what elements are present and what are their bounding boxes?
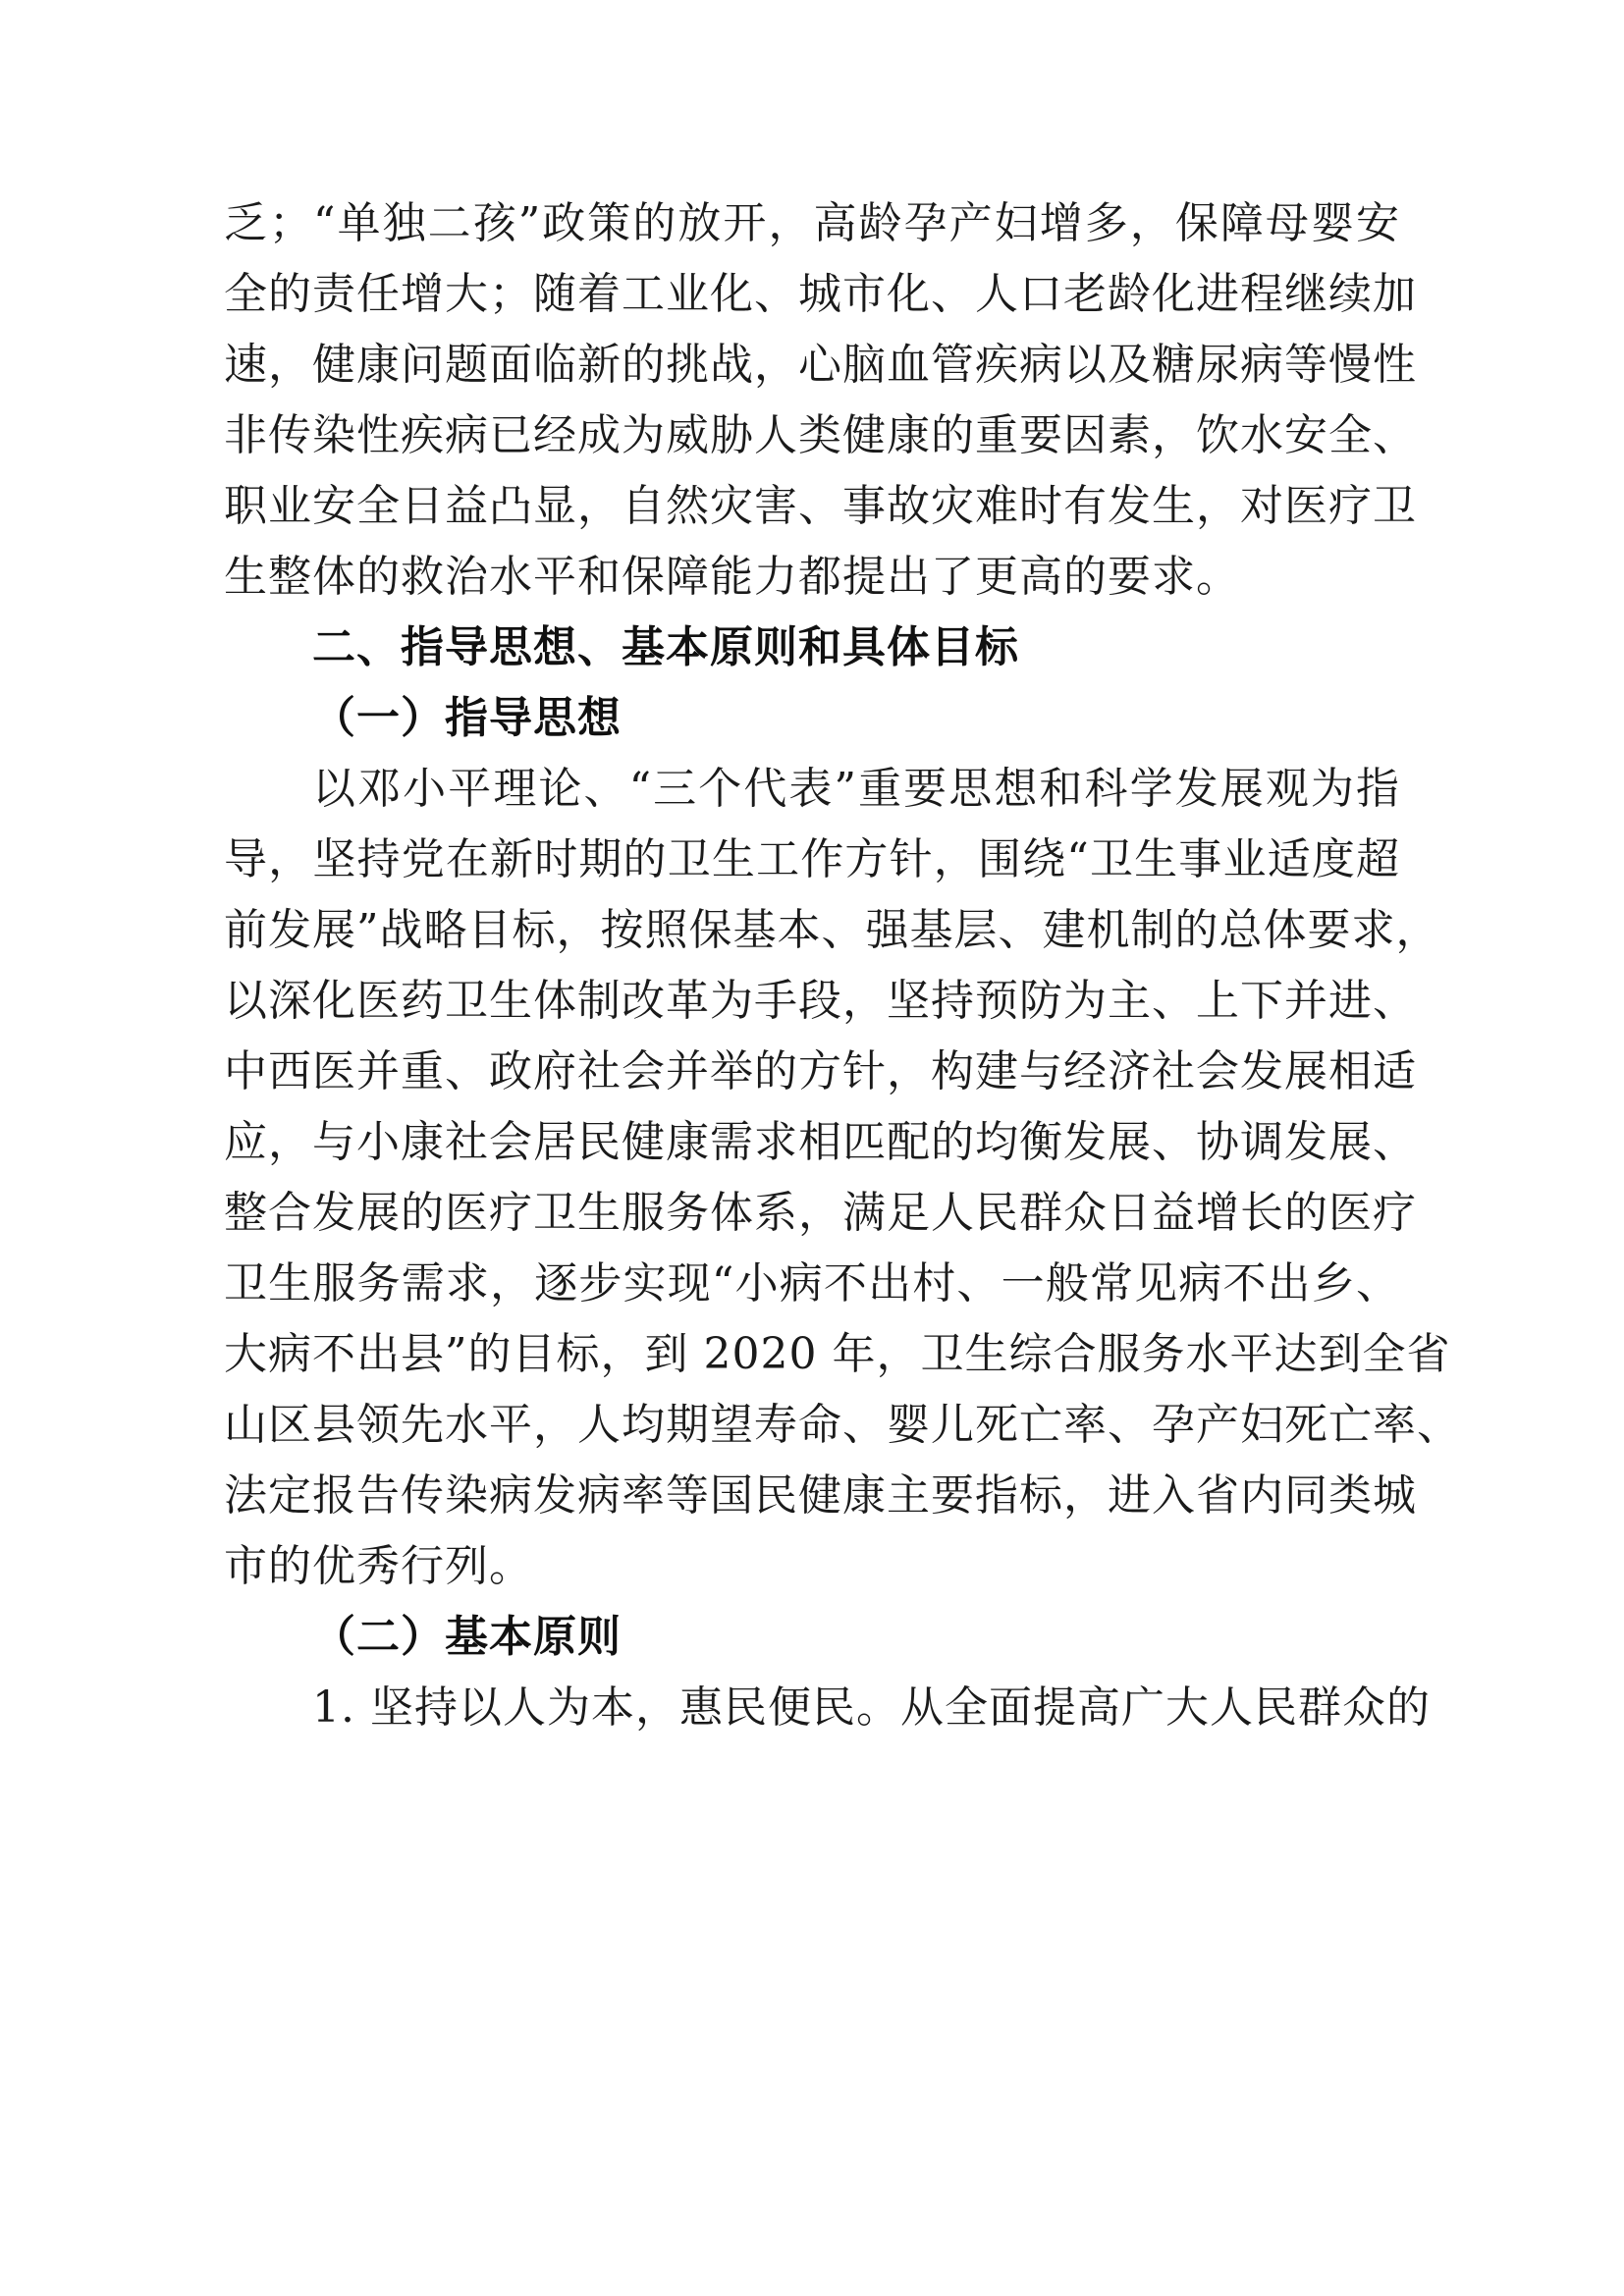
paragraph-line: 应，与小康社会居民健康需求相匹配的均衡发展、协调发展、	[224, 1117, 1417, 1167]
paragraph-line: 速，健康问题面临新的挑战，心脑血管疾病以及糖尿病等慢性	[224, 340, 1417, 390]
paragraph-line: 以深化医药卫生体制改革为手段，坚持预防为主、上下并进、	[224, 976, 1417, 1026]
paragraph-line: 法定报告传染病发病率等国民健康主要指标，进入省内同类城	[224, 1470, 1417, 1521]
paragraph-line: 非传染性疾病已经成为威胁人类健康的重要因素，饮水安全、	[224, 410, 1417, 460]
paragraph-line: 大病不出县”的目标，到 2020 年，卫生综合服务水平达到全省	[224, 1329, 1451, 1379]
paragraph-line: 中西医并重、政府社会并举的方针，构建与经济社会发展相适	[224, 1046, 1417, 1096]
subsection-heading: （二）基本原则	[312, 1612, 622, 1662]
paragraph-line: 职业安全日益凸显，自然灾害、事故灾难时有发生，对医疗卫	[224, 481, 1417, 531]
paragraph-line: 卫生服务需求，逐步实现“小病不出村、一般常见病不出乡、	[224, 1258, 1400, 1308]
paragraph-line: 生整体的救治水平和保障能力都提出了更高的要求。	[224, 552, 1240, 602]
paragraph-line: 乏；“单独二孩”政策的放开，高龄孕产妇增多，保障母婴安	[224, 198, 1400, 248]
paragraph-line: 以邓小平理论、“三个代表”重要思想和科学发展观为指	[312, 764, 1400, 814]
paragraph-line: 市的优秀行列。	[224, 1541, 533, 1591]
paragraph-line: 1. 坚持以人为本，惠民便民。从全面提高广大人民群众的	[312, 1682, 1431, 1733]
section-heading: 二、指导思想、基本原则和具体目标	[312, 622, 1019, 672]
paragraph-line: 导，坚持党在新时期的卫生工作方针，围绕“卫生事业适度超	[224, 834, 1400, 884]
subsection-heading: （一）指导思想	[312, 693, 622, 743]
paragraph-line: 前发展”战略目标，按照保基本、强基层、建机制的总体要求，	[224, 905, 1440, 955]
paragraph-line: 全的责任增大；随着工业化、城市化、人口老龄化进程继续加	[224, 269, 1417, 319]
paragraph-line: 山区县领先水平，人均期望寿命、婴儿死亡率、孕产妇死亡率、	[224, 1400, 1461, 1450]
paragraph-line: 整合发展的医疗卫生服务体系，满足人民群众日益增长的医疗	[224, 1188, 1417, 1238]
